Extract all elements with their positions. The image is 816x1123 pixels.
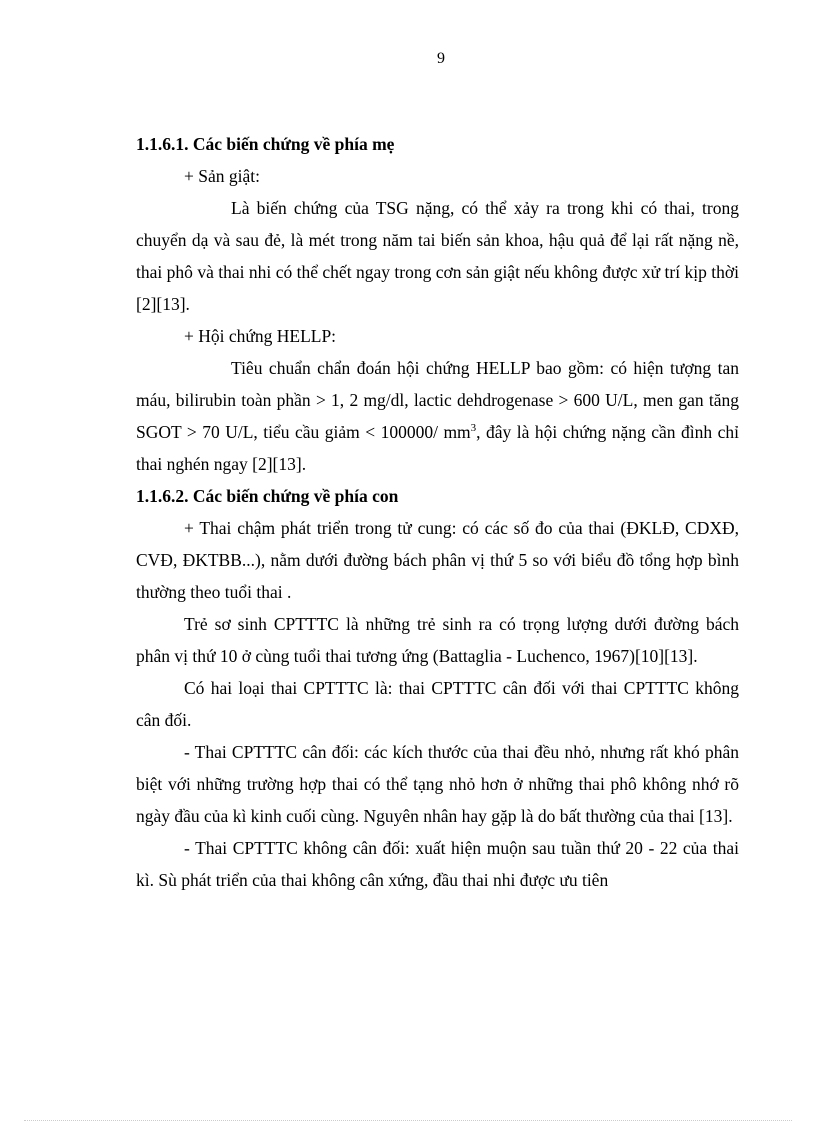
item-eclampsia: + Sản giật: [184, 166, 260, 186]
paragraph-symmetric-iugr: - Thai CPTTTC cân đối: các kích thước của thai đều nhỏ, nhưng rất khó phân biệt với những trường hợp thai có thể tạng nhỏ hơn ở những thai phô không nhớ rõ ngày đầu của kì kinh cuối cùng. Nguyên nhân hay gặp là do bất thường của thai [13]. [136, 742, 739, 826]
section-heading-fetal: 1.1.6.2. Các biến chứng về phía con [136, 486, 399, 506]
paragraph-asymmetric-iugr: - Thai CPTTTC không cân đối: xuất hiện muộn sau tuần thứ 20 - 22 của thai kì. Sù phát triển của thai không cân xứng, đầu thai nhi được ưu tiên [136, 838, 739, 890]
page-bottom-divider [24, 1120, 792, 1121]
hellp-text-after: , đây là hội chứng nặng cần đình chỉ thai nghén ngay [2][13]. [136, 422, 739, 474]
paragraph-iugr-types: Có hai loại thai CPTTTC là: thai CPTTTC cân đối với thai CPTTTC không cân đối. [136, 678, 739, 730]
paragraph-iugr: + Thai chậm phát triển trong tử cung: có các số đo của thai (ĐKLĐ, CDXĐ, CVĐ, ĐKTBB...), nằm dưới đường bách phân vị thứ 5 so với biểu đồ tổng hợp bình thường theo tuổi thai . [136, 518, 739, 602]
section-heading-maternal: 1.1.6.1. Các biến chứng về phía mẹ [136, 134, 395, 154]
superscript-3: 3 [470, 422, 477, 435]
document-body [136, 128, 739, 896]
paragraph-newborn-definition: Trẻ sơ sinh CPTTTC là những trẻ sinh ra có trọng lượng dưới đường bách phân vị thứ 10 ở cùng tuổi thai tương ứng (Battaglia - Luchenco, 1967)[10][13]. [136, 614, 739, 666]
page-number: 9 [437, 50, 445, 67]
paragraph-eclampsia: Là biến chứng của TSG nặng, có thể xảy ra trong khi có thai, trong chuyển dạ và sau đẻ, là mét trong năm tai biến sản khoa, hậu quả để lại rất nặng nề, thai phô và thai nhi có thể chết ngay trong cơn sản giật nếu không được xử trí kịp thời [2][13]. [136, 198, 739, 314]
item-hellp: + Hội chứng HELLP: [184, 326, 337, 346]
paragraph-hellp [136, 352, 739, 480]
hellp-text-before: Tiêu chuẩn chẩn đoán hội chứng HELLP bao gồm: có hiện tượng tan máu, bilirubin toàn phần > 1, 2 mg/dl, lactic dehdrogenase > 600 U/L, men gan tăng SGOT > 70 U/L, tiểu cầu giảm < 100000/ mm [136, 358, 739, 442]
